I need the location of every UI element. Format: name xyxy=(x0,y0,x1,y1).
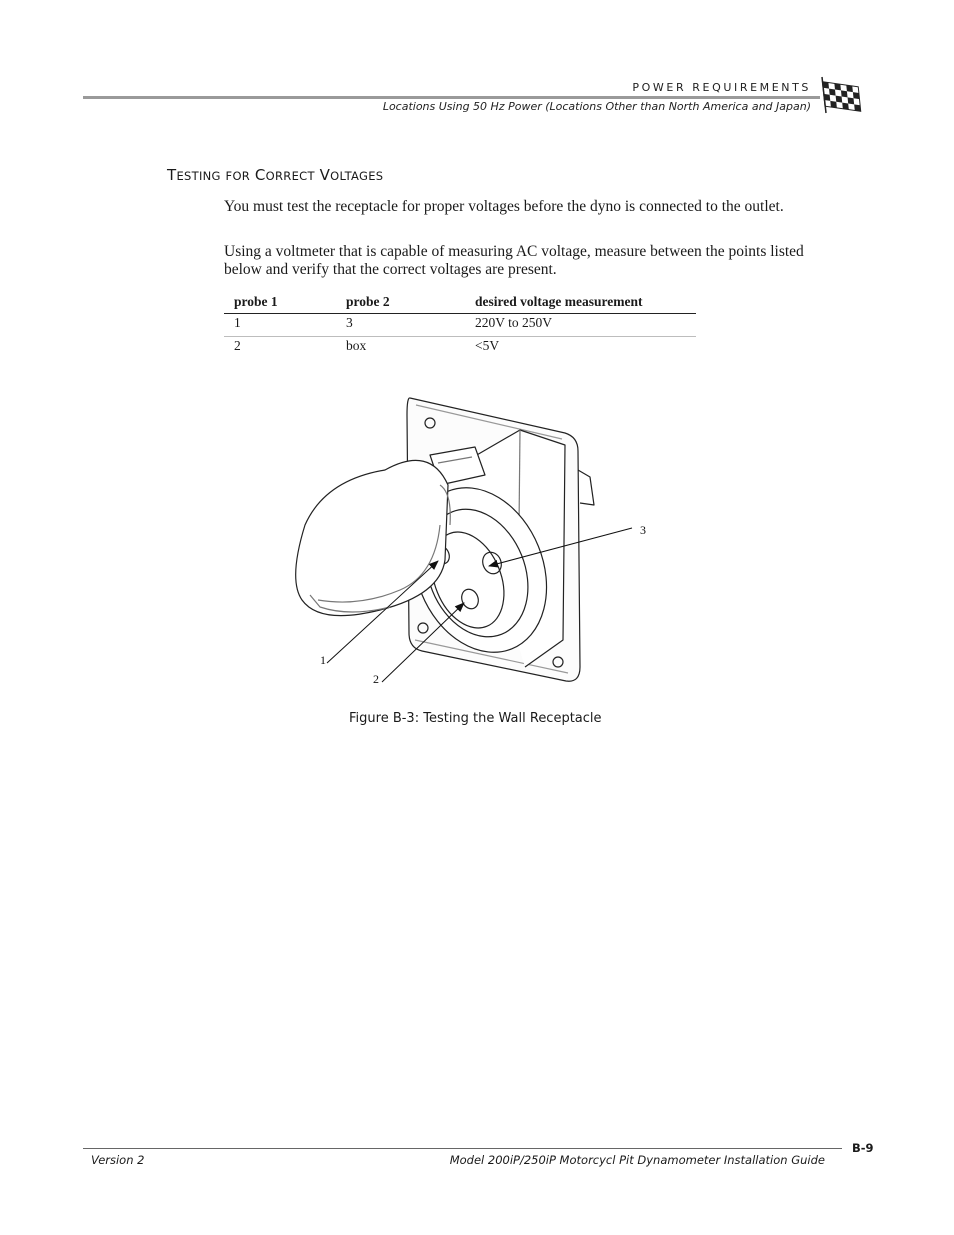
page-number: B-9 xyxy=(852,1141,874,1155)
header-probe-2: probe 2 xyxy=(336,294,465,314)
intro-paragraph: You must test the receptacle for proper voltages before the dyno is connected to the outlet. xyxy=(224,198,784,215)
header-desired-voltage: desired voltage measurement xyxy=(465,294,696,314)
table-row xyxy=(224,314,696,337)
section-heading: TESTING FOR CORRECT VOLTAGES xyxy=(167,166,384,184)
table-row xyxy=(224,337,696,360)
callout-label-3: 3 xyxy=(640,523,646,537)
table-cell: 3 xyxy=(336,314,465,337)
callout-label-2: 2 xyxy=(373,672,379,686)
header-probe-1: probe 1 xyxy=(224,294,336,314)
header-rule xyxy=(83,96,820,99)
table-cell: 220V to 250V xyxy=(465,314,696,337)
figure-caption: Figure B-3: Testing the Wall Receptacle xyxy=(349,711,602,726)
table-cell: 2 xyxy=(234,338,241,353)
footer-guide-title: Model 200iP/250iP Motorcycl Pit Dynamometer Installation Guide xyxy=(449,1153,825,1167)
instruction-paragraph: Using a voltmeter that is capable of measuring AC voltage, measure between the points listed below and verify that the correct voltages are present. xyxy=(224,243,804,278)
table-cell: <5V xyxy=(475,338,500,353)
wall-receptacle-drawing xyxy=(280,385,670,695)
callout-label-1: 1 xyxy=(320,653,326,667)
table-header-row xyxy=(224,294,696,314)
voltage-table xyxy=(224,294,696,359)
header-section-title: POWER REQUIREMENTS xyxy=(632,81,811,94)
checkered-flag-icon xyxy=(820,75,866,115)
table-cell: 1 xyxy=(224,314,336,337)
footer-version: Version 2 xyxy=(91,1153,145,1167)
header-subtitle: Locations Using 50 Hz Power (Locations Other than North America and Japan) xyxy=(382,100,811,113)
table-cell: box xyxy=(346,338,367,353)
footer-rule xyxy=(83,1148,842,1149)
